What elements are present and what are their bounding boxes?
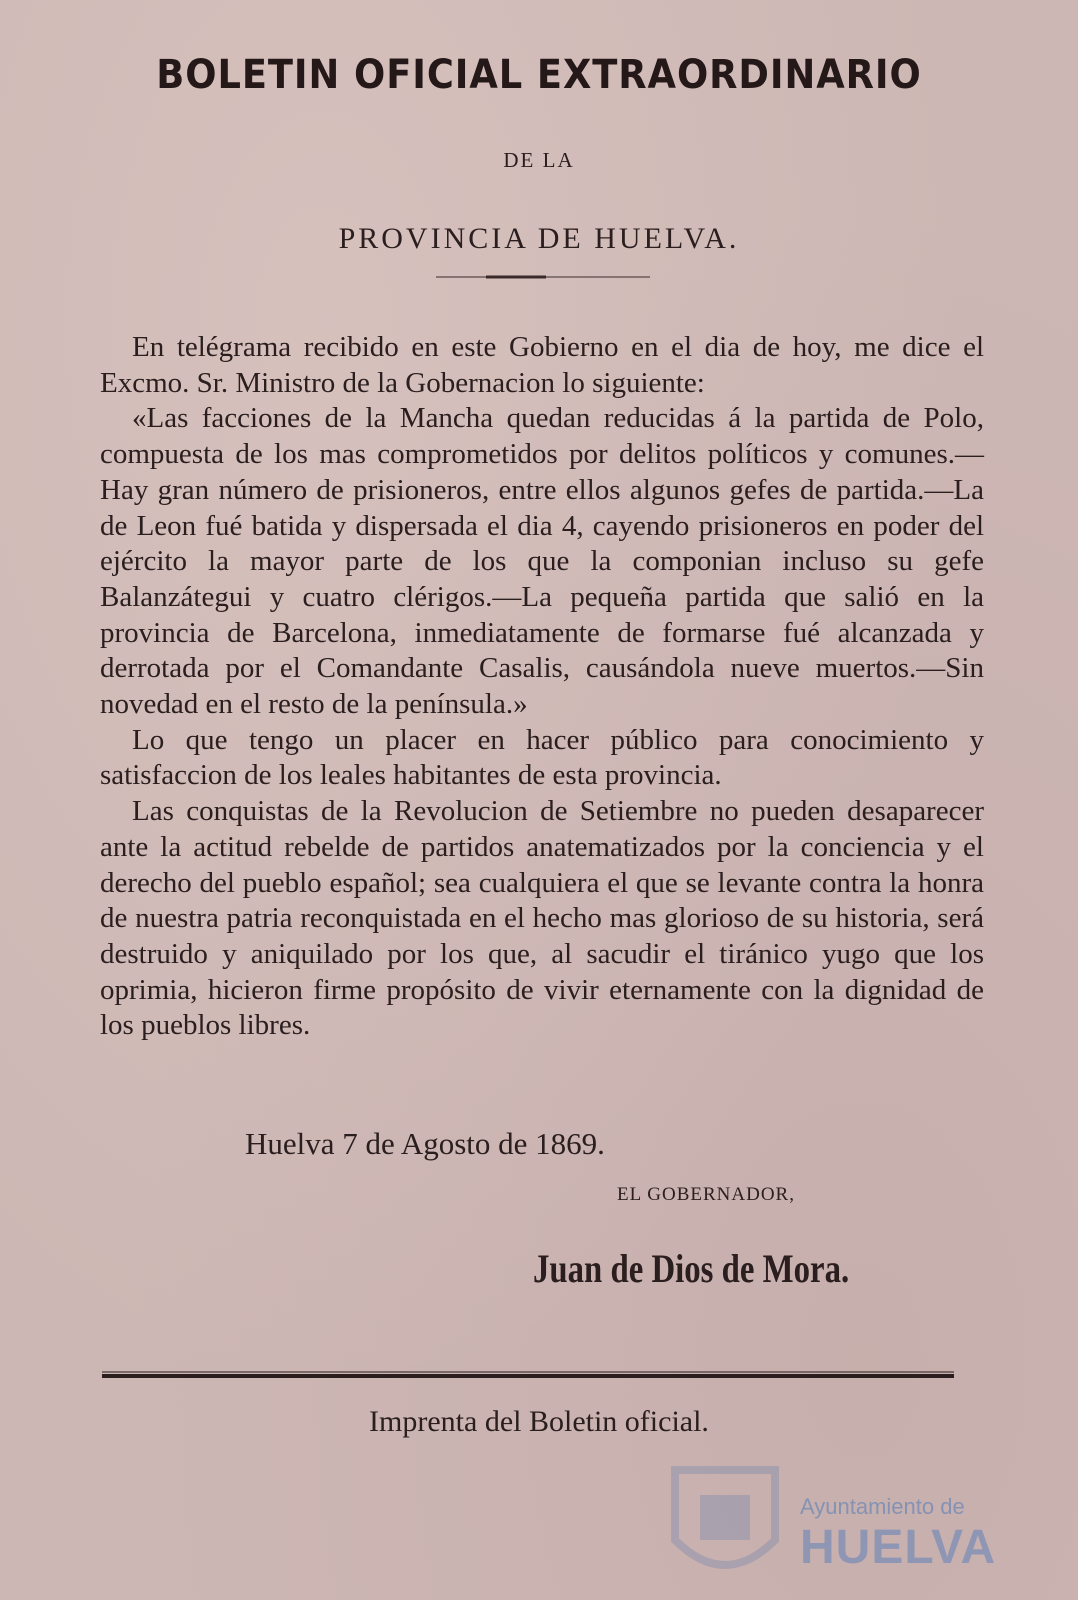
paragraph-publication: Lo que tengo un placer en hacer público para conocimiento y satisfaccion de los leales habitantes de esta provincia. bbox=[100, 723, 984, 792]
bulletin-body bbox=[100, 330, 984, 1044]
issue-date: Huelva 7 de Agosto de 1869. bbox=[245, 1126, 605, 1161]
watermark-label-huelva: HUELVA bbox=[800, 1521, 997, 1574]
paragraph-intro: En telégrama recibido en este Gobierno en el dia de hoy, me dice el Excmo. Sr. Ministro de la Gobernacion lo siguiente: bbox=[100, 331, 984, 399]
subtitle-de-la: DE LA bbox=[503, 148, 575, 172]
paragraph-revolution: Las conquistas de la Revolucion de Setiembre no pueden desaparecer ante la actitud rebelde de partidos anatematizados por la conciencia y el derecho del pueblo español; sea cualquiera el que se levante contra la honra de nuestra patria reconquistada en el hecho mas glorioso de su historia, será destruido y aniquilado por los que, al sacudir el tiránico yugo que los oprimia, hicieron firme propósito de vivir eternamente con la dignidad de los pueblos libres. bbox=[100, 795, 984, 1042]
footer-rule bbox=[102, 1370, 954, 1380]
watermark-label-ayuntamiento: Ayuntamiento de bbox=[800, 1494, 965, 1519]
governor-label: EL GOBERNADOR, bbox=[617, 1184, 795, 1205]
paragraph-telegram: «Las facciones de la Mancha quedan reducidas á la partida de Polo, compuesta de los mas comprometidos por delitos políticos y comunes.—Hay gran número de prisioneros, entre ellos algunos gefes de partida.—La de Leon fué batida y dispersada el dia 4, cayendo prisioneros en poder del ejército la mayor parte de los que la componian incluso su gefe Balanzátegui y cuatro clérigos.—La pequeña partida que salió en la provincia de Barcelona, inmediatamente de formarse fué alcanzada y derrotada por el Comandante Casalis, causándola nueve muertos.—Sin novedad en el resto de la península.» bbox=[100, 402, 984, 721]
subtitle-provincia: PROVINCIA DE HUELVA. bbox=[338, 222, 740, 255]
title-ornament-rule bbox=[436, 275, 650, 279]
bulletin-title: BOLETIN OFICIAL EXTRAORDINARIO bbox=[156, 52, 922, 98]
printer-imprint: Imprenta del Boletin oficial. bbox=[369, 1405, 709, 1438]
governor-signature: Juan de Dios de Mora. bbox=[533, 1246, 850, 1291]
